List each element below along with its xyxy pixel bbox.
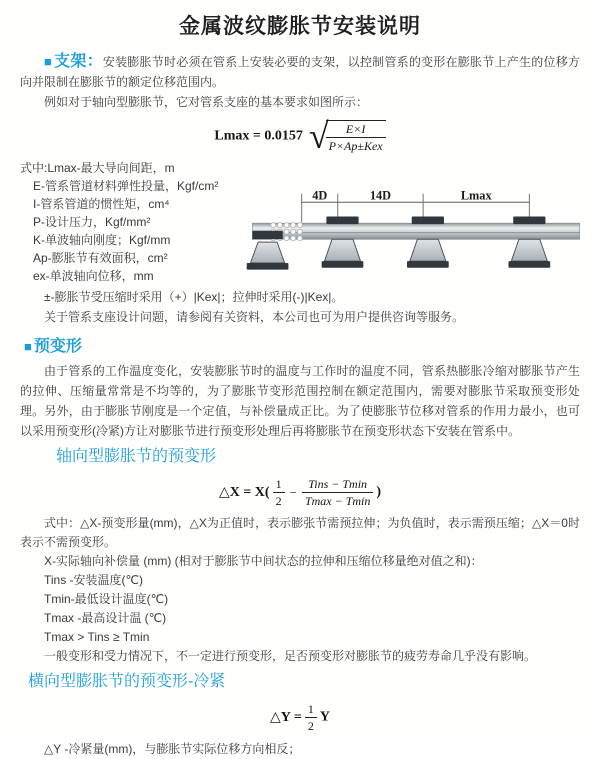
radical-icon: √ <box>308 115 329 156</box>
support-intro-paragraph <box>20 52 580 92</box>
axial-definition-line: Tmax -最高设计温 (℃) <box>44 611 167 625</box>
pipe-support-diagram <box>252 189 580 281</box>
lateral-preform-formula <box>20 702 580 733</box>
lmax-fraction-numerator: E×I <box>326 122 386 138</box>
support-example-text: 例如对于轴向型膨胀节，它对管系支座的基本要求如图所示： <box>44 95 369 109</box>
axial-definition-line: Tmin-最低设计温度(℃) <box>44 592 169 606</box>
dimension-label-lmax: Lmax <box>460 188 492 203</box>
support-intro-text: 安装膨胀节时必须在管系上安装必要的支架，以控制管系的变形在膨胀节上产生的位移方向并限制在膨胀节的额定位移范围内。 <box>20 55 580 89</box>
blue-square-icon: ■ <box>24 339 32 354</box>
fraction-numerator: 1 <box>305 702 317 718</box>
definition-line: E-管系管道材料弹性投量，Kgf/cm² <box>33 179 219 193</box>
service-note: 关于管系支座设计问题，请参阅有关资料，本公司也可为用户提供咨询等服务。 <box>44 310 465 324</box>
definition-line: P-设计压力，Kgf/mm² <box>33 215 151 229</box>
lateral-formula-rhs: Y <box>319 709 330 725</box>
dimension-label-14d: 14D <box>369 188 392 203</box>
axial-formula-lhs: △X = X( <box>218 485 270 500</box>
fraction-numerator: 1 <box>273 477 285 493</box>
one-half-fraction <box>305 702 317 733</box>
blue-square-icon: ■ <box>44 54 53 69</box>
preform-paragraph: 由于管系的工作温度变化，安装膨胀节时的温度与工作时的温度不同，管系热膨胀冷缩对膨胀节产生的拉伸、压缩量常常是不均等的，为了膨胀节变形范围控制在额定范围内，需要对膨胀节采取预变形处理。另外，由于膨胀节刚度是一个定值，与补偿量成正比。为了使膨胀节位移对管系的作用力最小，也可以采用预变形(冷紧)方让对膨胀节进行预变形处理后再将膨胀节在预变形状态下安装在管系中。 <box>20 364 580 438</box>
sign-convention-note: ±-膨胀节受压缩时采用（+）|Kex|；拉伸时采用(-)|Kex|。 <box>44 290 344 304</box>
definition-line: K-单波轴向刚度；Kgf/mm <box>33 233 171 247</box>
axial-subsection-heading: 轴向型膨胀节的预变形 <box>56 448 217 465</box>
axial-definition-line: 式中：△X-预变形量(mm)，△X为正值时，表示膨张节需预拉伸；为负值时，表示需预压缩；△X＝0时表示不需预变形。 <box>20 516 580 549</box>
lateral-subsection-heading: 横向型膨胀节的预变形-冷紧 <box>28 673 226 690</box>
axial-definition-line: Tmax > Tins ≥ Tmin <box>44 630 150 644</box>
axial-definitions-list <box>20 514 580 666</box>
page-title: 金属波纹膨胀节安装说明 <box>179 15 421 38</box>
fraction-denominator: Tmax − Tmin <box>304 494 371 508</box>
anchor-support <box>247 231 289 270</box>
symbol-definitions-list <box>20 159 252 285</box>
axial-formula-close-paren: ) <box>376 484 382 500</box>
sqrt-radical-group <box>308 115 386 156</box>
definition-line: ex-单波轴向位移，mm <box>33 269 154 283</box>
one-half-fraction <box>273 477 285 508</box>
fraction-numerator: Tins − Tmin <box>302 477 373 493</box>
definition-line: I-管系管道的惯性矩，cm⁴ <box>33 197 170 211</box>
lmax-fraction <box>326 120 386 153</box>
lateral-formula-lhs: △Y = <box>270 710 302 725</box>
preform-heading-label: 预变形 <box>33 338 82 355</box>
dimension-label-4d: 4D <box>312 188 328 203</box>
axial-definition-line: 一般变形和受力情况下，不一定进行预变形，足否预变形对膨胀节的疲劳寿命几乎没有影响。 <box>44 649 537 663</box>
fraction-denominator: 2 <box>307 719 314 733</box>
lmax-formula <box>20 115 580 156</box>
axial-definition-line: Tins -安装温度(℃) <box>44 573 144 587</box>
axial-definition-line: X-实际轴向补偿量 (mm) (相对于膨胀节中间状态的拉伸和压缩位移量绝对值之和)： <box>44 554 483 568</box>
definitions-and-diagram <box>20 159 580 287</box>
fraction-denominator: 2 <box>275 494 282 508</box>
lmax-formula-lhs: Lmax = 0.0157 <box>214 128 303 144</box>
definition-line: Ap-膨胀节有效面积，cm² <box>33 251 168 265</box>
axial-preform-formula <box>20 477 580 508</box>
minus-operator: − <box>289 484 297 500</box>
preform-section-heading <box>24 335 580 359</box>
diagram-container <box>252 159 580 287</box>
lateral-note: △Y -冷紧量(mm)，与膨胀节实际位移方向相反； <box>44 742 301 756</box>
lmax-fraction-denominator: P×Ap±Kex <box>328 139 383 153</box>
support-section-heading: 支架： <box>54 53 103 70</box>
temperature-ratio-fraction <box>302 477 373 508</box>
definition-line: 式中:Lmax-最大导向间距，m <box>20 161 175 175</box>
